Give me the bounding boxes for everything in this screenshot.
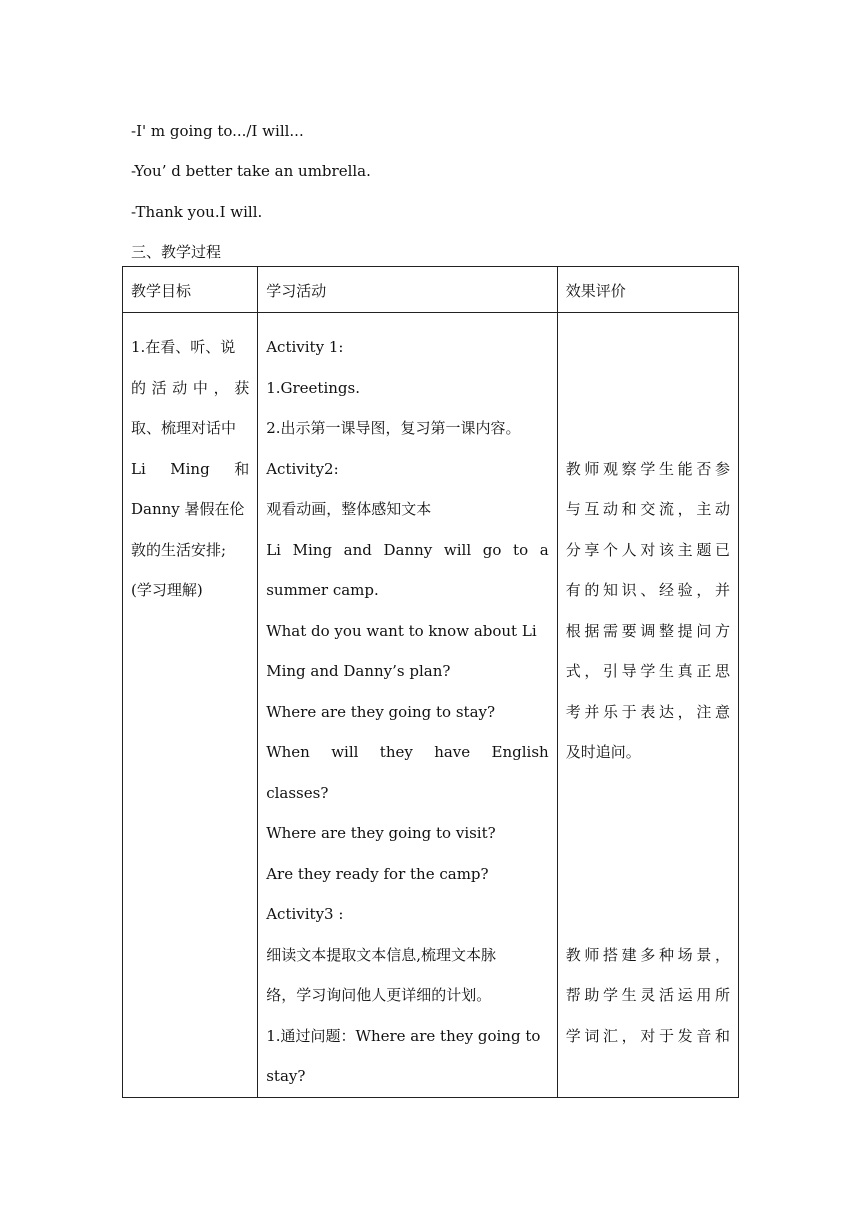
activity-line: classes?: [266, 783, 329, 802]
activity-line: 观看动画，整体感知文本: [266, 500, 432, 518]
dialogue-line-3: -Thank you.I will.: [131, 203, 263, 221]
header-activity: 学习活动: [258, 267, 557, 313]
dialogue-line-2: -You’ d better take an umbrella.: [131, 162, 371, 180]
evaluation-line: 及时追问。: [565, 743, 641, 761]
activity-line: 1.Greetings.: [266, 378, 360, 397]
activity-line: stay?: [266, 1067, 306, 1085]
evaluation-line: 帮助学生灵活运用所: [565, 986, 730, 1004]
activity-line: Ming and Danny’s plan?: [266, 662, 451, 680]
section-title: 三、教学过程: [131, 243, 222, 261]
evaluation-line: 教师搭建多种场景，: [565, 945, 730, 964]
activity-line: 2.出示第一课导图，复习第一课内容。: [266, 419, 521, 437]
dialogue-line-1: -I' m going to.../I will...: [131, 122, 304, 140]
header-evaluation: 效果评价: [557, 267, 738, 313]
goal-line: 敦的生活安排;: [131, 540, 227, 559]
activity-line: summer camp.: [266, 581, 379, 599]
goal-line: (学习理解): [131, 581, 203, 599]
activity-line: Activity 1:: [266, 338, 344, 356]
evaluation-line: 与互动和交流，主动: [565, 500, 730, 518]
goal-line: Danny 暑假在伦: [131, 500, 245, 518]
activity-line: 络，学习询问他人更详细的计划。: [266, 986, 492, 1004]
evaluation-line: 根据需要调整提问方: [565, 621, 730, 640]
evaluation-line: 有的知识、经验，并: [565, 581, 730, 599]
activity-line: Where are they going to stay?: [266, 702, 496, 721]
goal-line: 取、梳理对话中: [131, 419, 237, 437]
evaluation-line: 考并乐于表达，注意: [565, 702, 730, 721]
activity-line: Activity3 :: [266, 905, 344, 923]
activity-line: What do you want to know about Li: [266, 621, 537, 640]
header-goal: 教学目标: [123, 267, 258, 313]
goal-line: 1.在看、听、说: [131, 338, 236, 356]
activity-line: When will they have English: [266, 743, 549, 761]
activity-cell: [258, 313, 557, 1098]
goal-line: 的 活 动 中 ， 获: [131, 378, 250, 397]
table-row: [123, 313, 739, 1098]
activity-line: Activity2:: [266, 459, 339, 478]
activity-line: Where are they going to visit?: [266, 824, 496, 842]
activity-line: Li Ming and Danny will go to a: [266, 540, 549, 559]
activity-line: Are they ready for the camp?: [266, 864, 489, 883]
evaluation-line: 教师观察学生能否参: [565, 459, 730, 478]
teaching-process-table: [122, 266, 739, 1098]
evaluation-line: 学词汇，对于发音和: [565, 1026, 730, 1045]
evaluation-line: 式，引导学生真正思: [565, 662, 730, 680]
activity-line: 细读文本提取文本信息,梳理文本脉: [266, 945, 496, 964]
goal-line: Li Ming 和: [131, 459, 250, 478]
activity-line: 1.通过问题：Where are they going to: [266, 1026, 541, 1045]
table-header-row: [123, 267, 739, 313]
evaluation-cell: [557, 313, 738, 1098]
evaluation-line: 分享个人对该主题已: [565, 540, 730, 559]
goal-cell: [123, 313, 258, 1098]
